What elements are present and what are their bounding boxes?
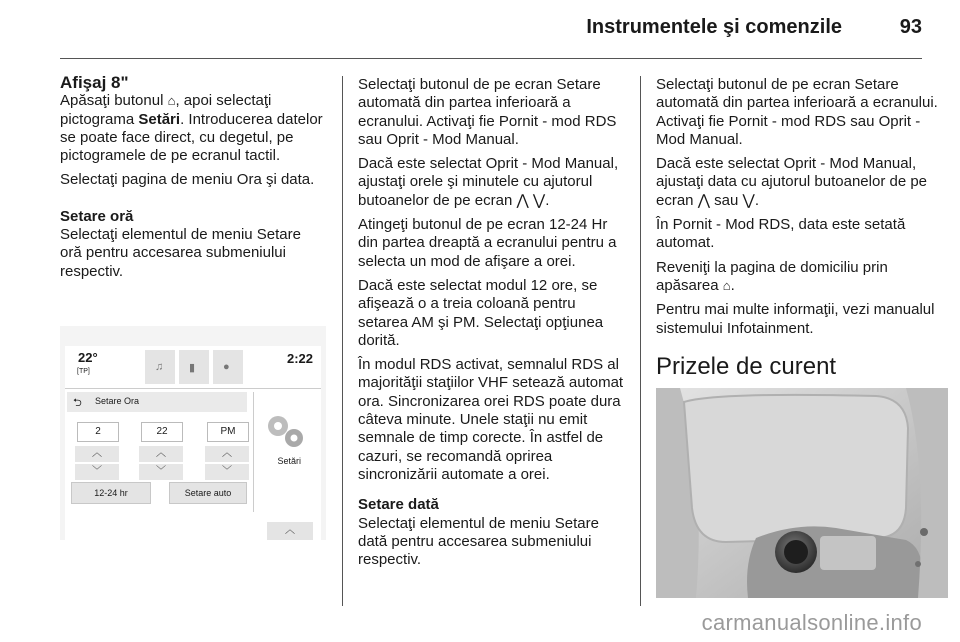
info-icon: ●	[223, 361, 230, 373]
more-info-paragraph: Pentru mai multe informaţii, vezi manualul sistemului Infotainment.	[656, 301, 935, 337]
intro-paragraph	[60, 92, 326, 165]
screen-ampm-up: ︿	[205, 446, 249, 462]
manual-time-text: Dacă este selectat Oprit - Mod Manual, ajustaţi orele şi minutele cu ajutorul butoanelor de pe ecran	[358, 155, 619, 209]
column-right	[656, 76, 948, 382]
manual-date-or: sau	[710, 191, 743, 209]
manual-time-paragraph	[358, 155, 624, 210]
return-home-paragraph	[656, 259, 948, 296]
screen-divider	[253, 392, 254, 512]
screen-hour-down: ﹀	[75, 464, 119, 480]
screen-temperature: 22°	[78, 350, 98, 365]
screen-settings-label: Setări	[277, 456, 301, 466]
date-auto-paragraph: Selectaţi butonul de pe ecran Setare automată din partea inferioară a ecranului. Activaţi fie Pornit - mod RDS sau Oprit - Mod Manual.	[656, 76, 938, 148]
manual-date-end: .	[754, 191, 760, 209]
header-rule	[60, 58, 922, 59]
screen-tab-info	[213, 350, 243, 384]
column-left	[60, 74, 326, 287]
screen-collapse-button: ︿	[267, 522, 313, 540]
screen-tp-indicator: [TP]	[77, 368, 90, 375]
column-middle	[358, 76, 624, 575]
screen-back-row	[67, 392, 247, 412]
menu-paragraph: Selectaţi pagina de meniu Ora şi data.	[60, 171, 315, 189]
intro-text-c: . Introducerea datelor se poate face direct, cu degetul, pe pictogramele de pe ecranul tactil.	[60, 110, 323, 165]
power-socket-photo	[656, 388, 948, 598]
return-home-text: Reveniţi la pagina de domiciliu prin apăsarea	[656, 258, 888, 294]
subheading-set-time: Setare oră	[60, 207, 134, 225]
rds-paragraph: În modul RDS activat, semnalul RDS al majorităţii staţiilor VHF setează automat ora. Sincronizarea orei RDS poate dura câteva minute. Unele staţii nu emit semnale de timp corecte. În astfel de cazuri, se recomandă oprirea sincronizării automate a orei.	[358, 356, 624, 483]
manual-time-end: .	[545, 191, 550, 209]
screen-minute-up: ︿	[139, 446, 183, 462]
screen-minute-down: ﹀	[139, 464, 183, 480]
screen-display	[65, 346, 321, 540]
screen-auto-button: Setare auto	[169, 482, 247, 504]
auto-set-paragraph: Selectaţi butonul de pe ecran Setare automată din partea inferioară a ecranului. Activaţi fie Pornit - mod RDS sau Oprit - Mod Manual.	[358, 76, 617, 148]
up-down-glyphs: ⋀ ⋁	[516, 191, 546, 209]
screen-status-bar	[65, 346, 321, 389]
set-time-paragraph: Selectaţi elementul de meniu Setare oră pentru accesarea submeniului respectiv.	[60, 226, 301, 280]
phone-icon: ▮	[189, 362, 196, 374]
down-glyph: ⋁	[742, 191, 755, 209]
screen-minute-field: 22	[141, 422, 183, 442]
subheading-set-date: Setare dată	[358, 496, 439, 514]
gears-icon	[263, 412, 307, 452]
intro-text-a: Apăsaţi butonul	[60, 92, 168, 110]
page-number: 93	[899, 16, 922, 38]
return-home-end: .	[730, 276, 735, 294]
back-arrow-icon: ⮌	[73, 397, 82, 409]
screen-tab-phone	[179, 350, 209, 384]
format-paragraph: Atingeţi butonul de pe ecran 12-24 Hr din partea dreaptă a ecranului pentru a selecta un mod de afişare a orei.	[358, 216, 617, 270]
home-icon: ⌂	[167, 93, 176, 109]
manual-date-paragraph	[656, 155, 948, 210]
screen-menu-title: Setare Ora	[95, 396, 140, 406]
intro-text-b: , apoi selectaţi pictograma	[60, 92, 272, 128]
screen-tab-audio	[145, 350, 175, 384]
set-date-paragraph: Selectaţi elementul de meniu Setare dată pentru accesarea submeniului respectiv.	[358, 514, 599, 569]
section-heading-display: Afişaj 8"	[60, 73, 129, 92]
screen-hour-up: ︿	[75, 446, 119, 462]
screen-ampm-down: ﹀	[205, 464, 249, 480]
screen-hour-field: 2	[77, 422, 119, 442]
music-note-icon: ♫	[155, 361, 164, 373]
home-icon: ⌂	[722, 277, 731, 293]
column-divider-1	[342, 76, 343, 606]
column-divider-2	[640, 76, 641, 606]
watermark: carmanualsonline.info	[701, 610, 922, 635]
ampm-paragraph: Dacă este selectat modul 12 ore, se afişează o a treia coloană pentru setarea AM şi PM. Selectaţi opţiunea dorită.	[358, 276, 604, 349]
section-heading-sockets: Prizele de curent	[656, 352, 837, 380]
clock-settings-screen-illustration	[60, 326, 326, 540]
manual-date-text: Dacă este selectat Oprit - Mod Manual, ajustaţi data cu ajutorul butoanelor de pe ecran	[656, 155, 928, 209]
settings-term: Setări	[138, 110, 181, 128]
screen-12-24-button: 12-24 hr	[71, 482, 151, 504]
up-glyph: ⋀	[697, 191, 711, 209]
rds-date-paragraph: În Pornit - Mod RDS, data este setată automat.	[656, 216, 906, 252]
running-header-title: Instrumentele şi comenzile	[586, 16, 842, 38]
screen-clock: 2:22	[286, 351, 313, 366]
screen-ampm-field: PM	[207, 422, 249, 442]
